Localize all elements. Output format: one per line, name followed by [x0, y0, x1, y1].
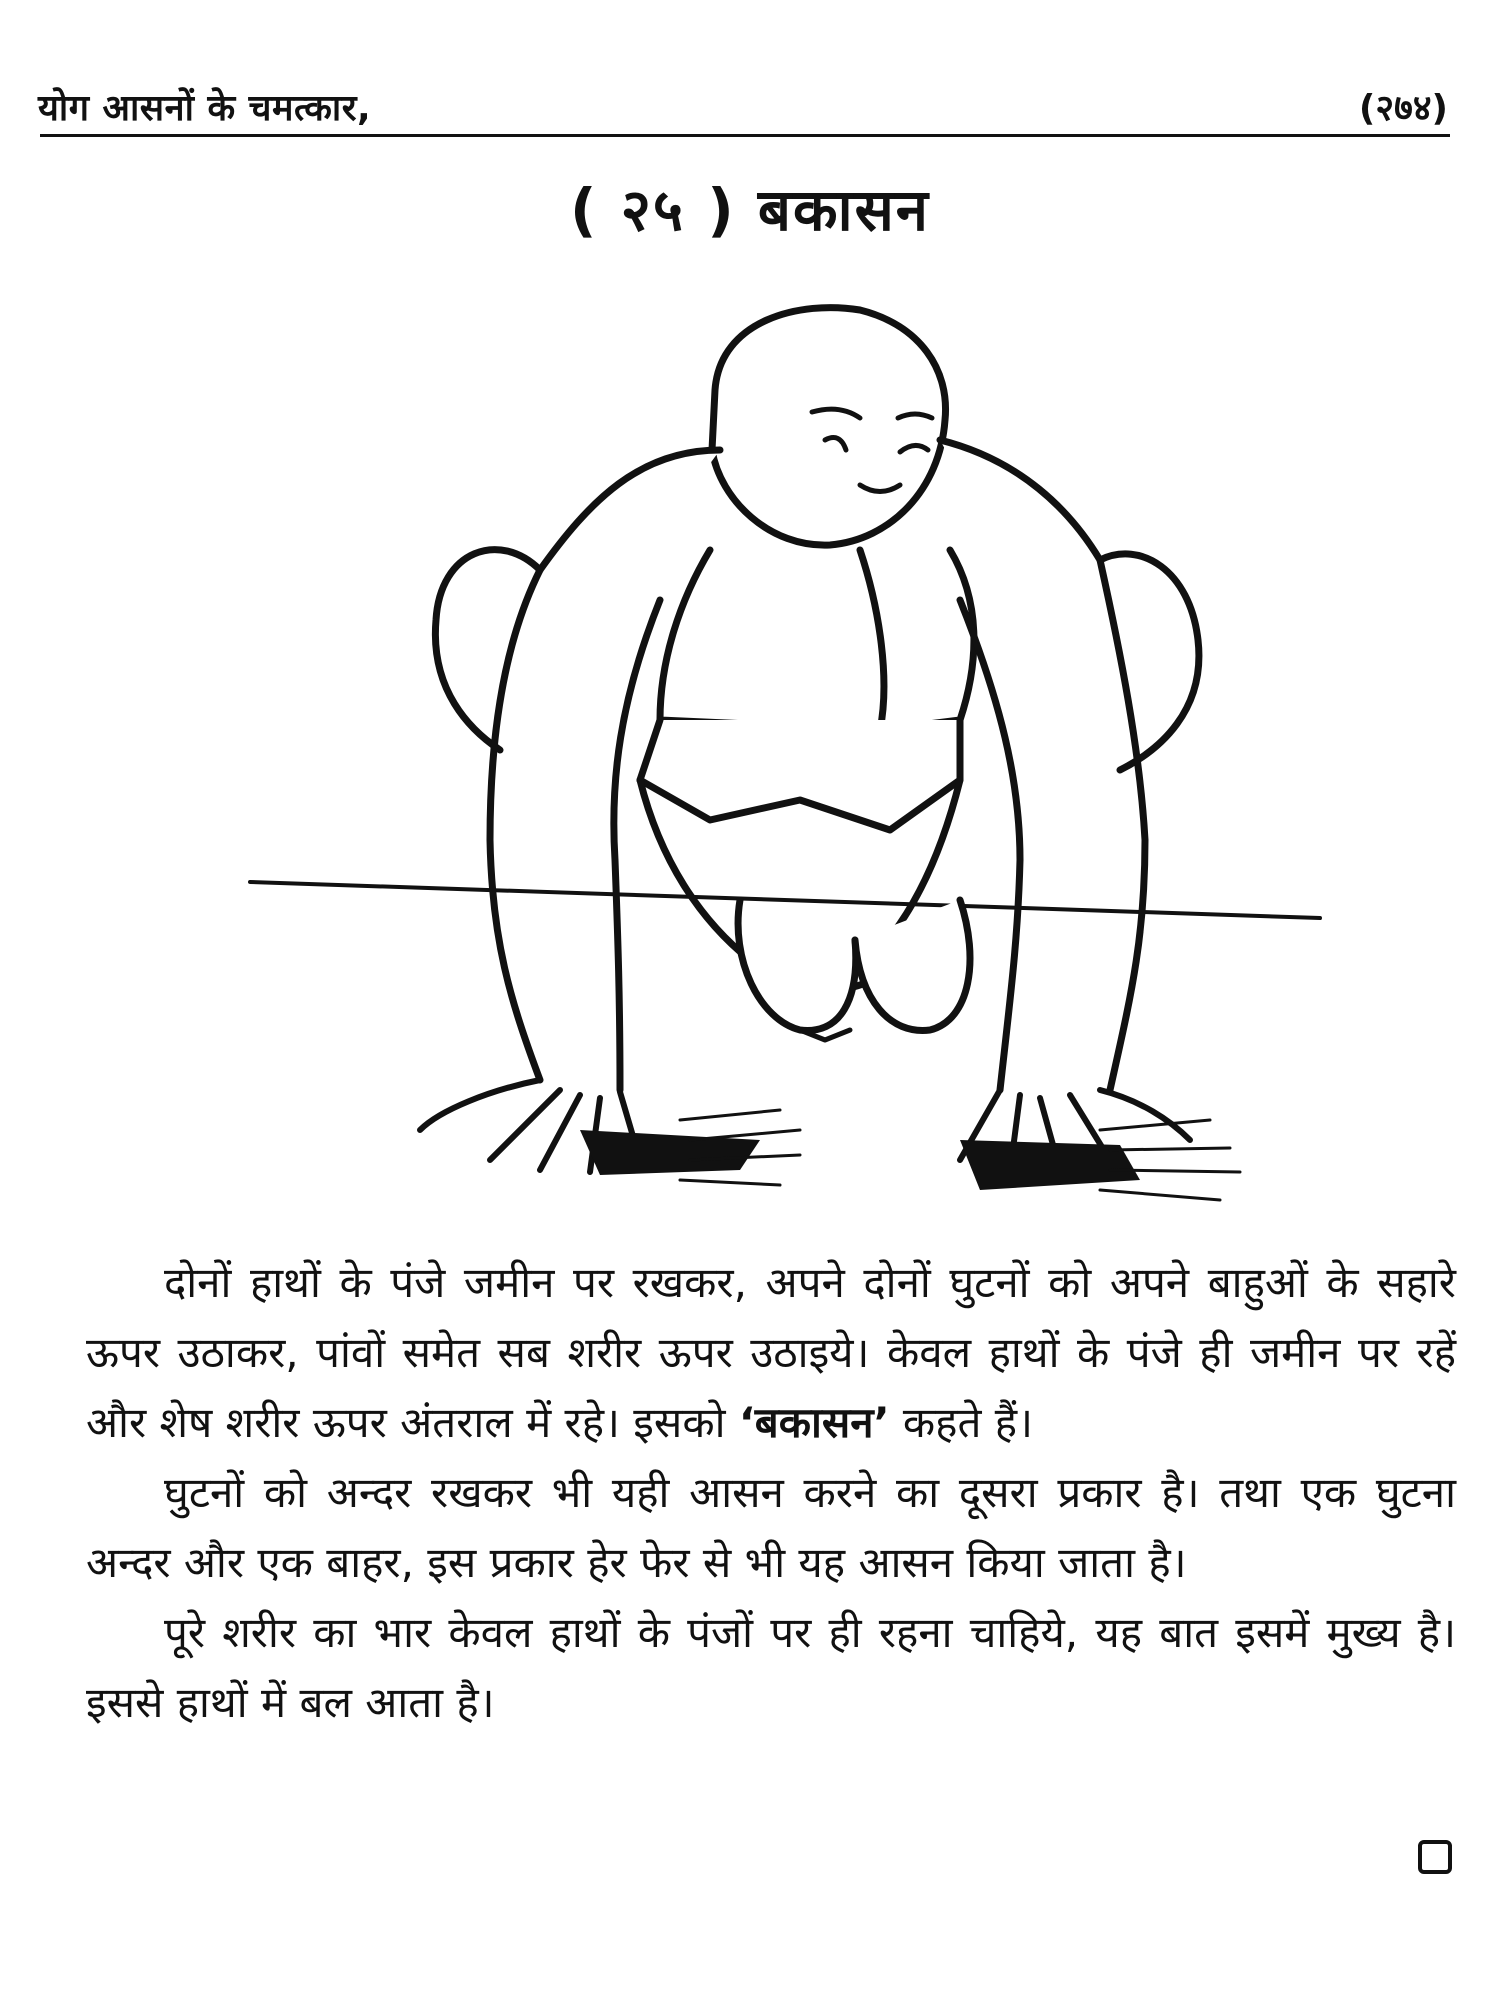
header-rule — [40, 134, 1450, 137]
paragraph-3: पूरे शरीर का भार केवल हाथों के पंजों पर ही रहना चाहिये, यह बात इसमें मुख्य है। इससे हाथों में बल आता है। — [86, 1608, 1456, 1727]
page-number: (२७४) — [1358, 88, 1448, 129]
bakasana-illustration — [240, 300, 1340, 1220]
paragraph-1 — [86, 1248, 1456, 1458]
paragraph-2: घुटनों को अन्दर रखकर भी यही आसन करने का दूसरा प्रकार है। तथा एक घुटना अन्दर और एक बाहर, इस प्रकार हेर फेर से भी यह आसन किया जाता है। — [86, 1468, 1456, 1587]
paragraph-1-tail: कहते हैं। — [902, 1398, 1033, 1447]
body-text — [86, 1248, 1456, 1738]
book-title: योग आसनों के चमत्कार, — [38, 88, 372, 129]
paragraph-1-text: दोनों हाथों के पंजे जमीन पर रखकर, अपने दोनों घुटनों को अपने बाहुओं के सहारे ऊपर उठाकर, पांवों समेत सब शरीर ऊपर उठाइये। केवल हाथों के पंजे ही जमीन पर रहें और शेष शरीर ऊपर अंतराल में रहे। इसको — [86, 1258, 1456, 1447]
asana-title: ( २५ ) बकासन — [570, 176, 930, 244]
page-header — [38, 82, 1448, 132]
asana-name-emphasis: ‘बकासन’ — [738, 1398, 890, 1447]
square-end-mark-icon — [1418, 1840, 1452, 1874]
